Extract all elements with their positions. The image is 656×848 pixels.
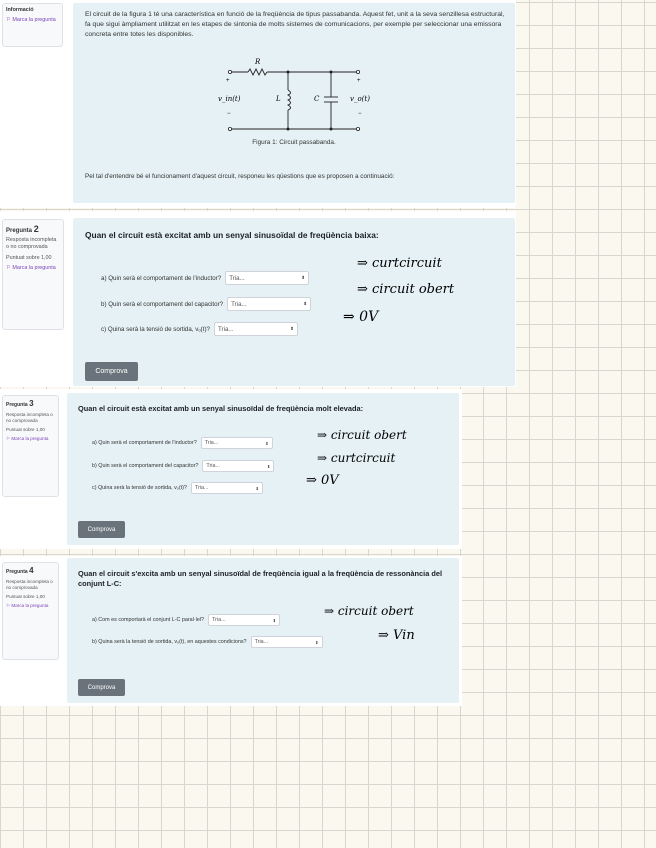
fig-label-R: R [255,58,261,66]
handwritten-note: ⇒ circuit obert [357,282,455,297]
answer-label: a) Quin serà el comportament de l'inductor? [92,440,197,446]
fig-minus-in: − [227,111,231,117]
handwritten-note: ⇒ Vin [378,628,415,643]
answer-select[interactable] [202,460,274,472]
flag-label: Marca la pregunta [12,265,56,272]
answer-row [92,636,323,648]
fig-label-C: C [314,95,320,103]
answer-label: a) Com es comportarà el conjunt L-C paral·lel? [92,617,205,623]
flag-question-link[interactable] [6,603,55,609]
question-score: Puntuat sobre 1,00 [6,594,45,600]
answer-label: b) Quin serà el comportament del capacitor? [101,300,224,308]
info-content [73,3,515,203]
flag-icon: ⚐ [6,17,13,24]
answer-select[interactable] [191,482,263,494]
info-sidebar [2,3,63,47]
fig-plus-out: + [357,78,361,84]
question-text [85,230,379,240]
question-content [67,393,459,545]
handwritten-note: ⇒ curtcircuit [357,256,442,271]
flag-icon: ⚐ [6,603,12,609]
handwritten-note: ⇒ circuit obert [324,604,414,618]
answer-label: b) Quina serà la tensió de sortida, vₒ(t), en aquestes condicions? [92,639,247,645]
question-number: 3 [29,399,34,408]
answer-select[interactable] [225,271,309,285]
info-panel [0,0,516,208]
flag-icon: ⚐ [6,436,12,442]
question-text [78,404,363,413]
select-caret-icon: ⬍ [301,275,306,280]
answer-select[interactable] [227,297,311,311]
info-text: El circuit de la figura 1 té una característica en funció de la freqüència de tipus passabanda. Aquest fet, unit a la seva senzillesa estructural, fa que sigui àmpliament utilitzat en les etapes de sintonia de molts sistemes de comunicacions, per exemple per seleccionar una emissora concreta entre totes les disponibles. [85,11,505,39]
question-text-bold: freqüència baixa: [309,230,379,240]
answer-select[interactable] [214,322,298,336]
info-title: Informació [6,7,34,13]
answer-row [92,482,263,494]
check-button[interactable]: Comprova [85,362,138,381]
flag-question-link[interactable] [6,265,60,272]
answer-row [101,297,311,311]
question-score: Puntuat sobre 1,00 [6,254,52,261]
info-footer: Pel tal d'entendre bé el funcionament d'aquest circuit, responeu les qüestions que es proposen a continuació: [85,173,395,180]
question-label: Pregunta [6,228,33,234]
question-info-box [2,219,64,330]
question-label: Pregunta [6,402,28,408]
select-value: Tria... [204,440,219,446]
question-text-plain: Quan el circuit està excitat amb un senyal sinusoïdal de [85,230,310,240]
flag-question-link[interactable] [6,436,55,442]
select-caret-icon: ⬍ [303,301,308,306]
flag-question-link[interactable] [6,17,59,24]
question-text-bold: freqüència igual a la freqüència de ressonància del conjunt L-C: [78,569,443,589]
flag-icon: ⚐ [6,265,13,272]
question-text-plain: Quan el circuit està excitat amb un senyal sinusoïdal de [78,404,277,413]
answer-label: a) Quin serà el comportament de l'inductor? [101,274,222,282]
select-value: Tria... [231,300,247,308]
question-status: Resposta incompleta o no comprovada [6,578,53,590]
question-number: 2 [33,224,39,234]
select-value: Tria... [217,325,234,333]
answer-row [101,271,309,285]
select-caret-icon: ⬍ [272,617,277,623]
question-status: Resposta incompleta o no comprovada [6,237,57,251]
answer-row [101,322,298,336]
question-label: Pregunta [6,569,28,575]
select-value: Tria... [194,485,209,491]
select-value: Tria... [254,639,269,645]
select-caret-icon: ⬍ [290,326,294,331]
answer-row [92,437,273,449]
question-info-box [2,562,59,660]
handwritten-note: ⇒ 0V [306,473,339,488]
question-text-plain: Quan el circuit s'excita amb un senyal sinusoïdal de [78,569,263,578]
flag-label: Marca la pregunta [12,17,56,24]
answer-label: b) Quin serà el comportament del capacitor? [92,463,199,469]
select-caret-icon: ⬍ [265,440,269,446]
select-caret-icon: ⬍ [255,485,259,491]
question-number: 4 [29,566,34,575]
answer-row [92,460,274,472]
handwritten-note: ⇒ curtcircuit [317,451,396,465]
select-value: Tria... [212,617,226,623]
question-score: Puntuat sobre 1,00 [6,427,45,433]
question-3 [0,389,462,549]
fig-plus-in: + [226,78,230,84]
answer-select[interactable] [251,636,323,648]
answer-label: c) Quina serà la tensió de sortida, vₒ(t)? [92,485,187,491]
fig-label-vo: v_o(t) [350,95,370,103]
select-value: Tria... [206,463,220,469]
question-info-box [2,395,59,497]
select-caret-icon: ⬍ [315,639,319,645]
handwritten-note: ⇒ circuit obert [317,428,407,442]
question-2 [0,211,516,387]
select-value: Tria... [229,274,245,282]
answer-select[interactable] [208,614,280,626]
question-status: Resposta incompleta o no comprovada [6,411,53,423]
fig-label-vin: v_in(t) [218,95,241,103]
figure-caption: Figura 1: Circuit passabanda. [252,139,336,146]
answer-select[interactable] [201,437,273,449]
flag-label: Marca la pregunta [11,603,49,609]
question-text-bold: freqüència molt elevada: [276,404,364,413]
check-button[interactable]: Comprova [78,679,125,696]
fig-minus-out: − [358,111,362,117]
question-content [73,218,515,386]
fig-label-L: L [276,95,281,103]
select-caret-icon: ⬍ [266,463,271,469]
check-button[interactable]: Comprova [78,521,125,538]
flag-label: Marca la pregunta [11,436,49,442]
question-text [78,569,453,590]
handwritten-note: ⇒ 0V [343,309,379,325]
answer-row [92,614,280,626]
answer-label: c) Quina serà la tensió de sortida, vₒ(t)? [101,325,210,333]
